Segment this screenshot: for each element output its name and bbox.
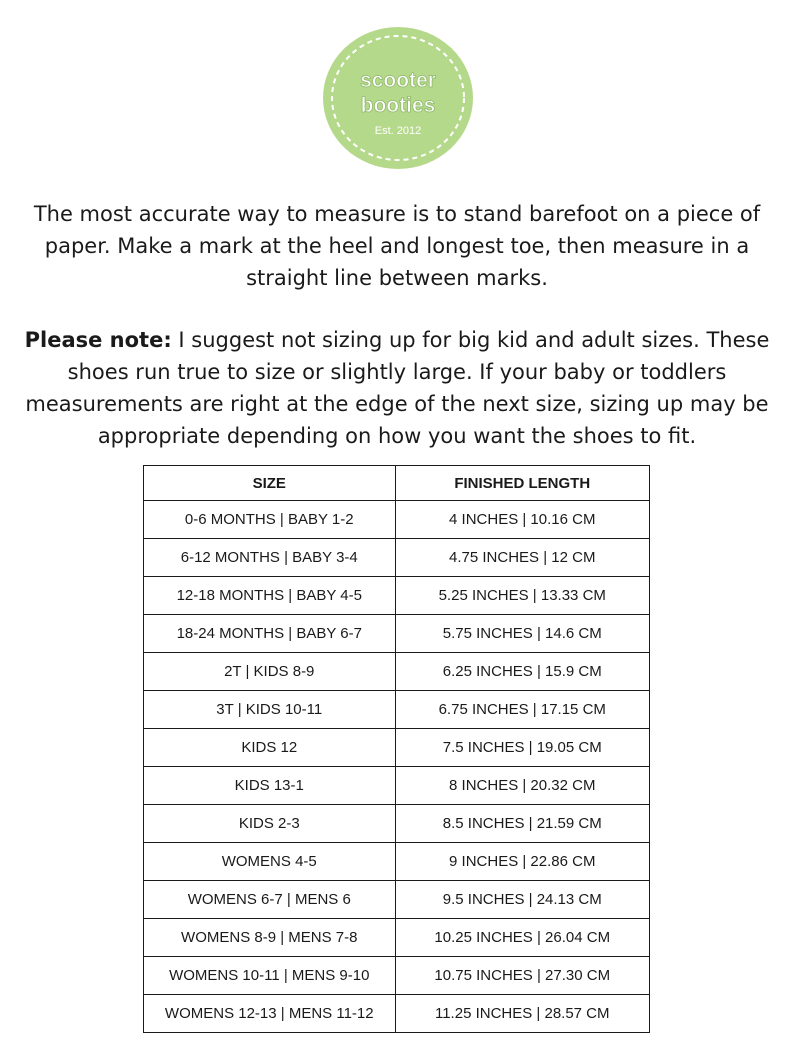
table-header-row	[144, 466, 650, 501]
table-row	[144, 767, 650, 805]
size-column-header: SIZE	[144, 466, 396, 501]
length-cell: 10.25 INCHES | 26.04 CM	[395, 919, 650, 957]
table-row	[144, 995, 650, 1033]
length-column-header: FINISHED LENGTH	[395, 466, 650, 501]
size-cell: WOMENS 4-5	[144, 843, 396, 881]
size-chart-table	[143, 465, 650, 1033]
length-cell: 9 INCHES | 22.86 CM	[395, 843, 650, 881]
table-row	[144, 615, 650, 653]
table-row	[144, 653, 650, 691]
length-cell: 9.5 INCHES | 24.13 CM	[395, 881, 650, 919]
logo-badge-icon	[322, 26, 474, 170]
size-cell: KIDS 12	[144, 729, 396, 767]
size-cell: WOMENS 8-9 | MENS 7-8	[144, 919, 396, 957]
size-cell: KIDS 2-3	[144, 805, 396, 843]
table-row	[144, 919, 650, 957]
size-cell: KIDS 13-1	[144, 767, 396, 805]
size-cell: 0-6 MONTHS | BABY 1-2	[144, 501, 396, 539]
length-cell: 11.25 INCHES | 28.57 CM	[395, 995, 650, 1033]
length-cell: 4 INCHES | 10.16 CM	[395, 501, 650, 539]
logo-line-1: scooter	[360, 69, 436, 92]
length-cell: 5.25 INCHES | 13.33 CM	[395, 577, 650, 615]
table-row	[144, 881, 650, 919]
table-row	[144, 729, 650, 767]
size-cell: 6-12 MONTHS | BABY 3-4	[144, 539, 396, 577]
length-cell: 7.5 INCHES | 19.05 CM	[395, 729, 650, 767]
length-cell: 6.75 INCHES | 17.15 CM	[395, 691, 650, 729]
sizing-note-text: I suggest not sizing up for big kid and adult sizes. These shoes run true to size or slightly large. If your baby or toddlers measurements are right at the edge of the next size, sizing up may be appropriate depending on how you want the shoes to fit.	[25, 328, 770, 448]
size-cell: WOMENS 6-7 | MENS 6	[144, 881, 396, 919]
sizing-note	[20, 324, 774, 452]
size-cell: 12-18 MONTHS | BABY 4-5	[144, 577, 396, 615]
length-cell: 10.75 INCHES | 27.30 CM	[395, 957, 650, 995]
size-cell: WOMENS 10-11 | MENS 9-10	[144, 957, 396, 995]
table-row	[144, 843, 650, 881]
length-cell: 8.5 INCHES | 21.59 CM	[395, 805, 650, 843]
table-row	[144, 501, 650, 539]
sizing-note-label: Please note:	[24, 328, 172, 352]
length-cell: 5.75 INCHES | 14.6 CM	[395, 615, 650, 653]
table-row	[144, 957, 650, 995]
table-row	[144, 577, 650, 615]
logo-line-2: booties	[360, 94, 436, 117]
table-row	[144, 691, 650, 729]
table-row	[144, 805, 650, 843]
length-cell: 8 INCHES | 20.32 CM	[395, 767, 650, 805]
size-cell: 3T | KIDS 10-11	[144, 691, 396, 729]
size-cell: 2T | KIDS 8-9	[144, 653, 396, 691]
length-cell: 6.25 INCHES | 15.9 CM	[395, 653, 650, 691]
brand-logo	[322, 26, 474, 170]
table-row	[144, 539, 650, 577]
length-cell: 4.75 INCHES | 12 CM	[395, 539, 650, 577]
measuring-instructions: The most accurate way to measure is to stand barefoot on a piece of paper. Make a mark at the heel and longest toe, then measure in a straight line between marks.	[33, 202, 761, 290]
logo-line-3: Est. 2012	[374, 125, 422, 137]
size-cell: WOMENS 12-13 | MENS 11-12	[144, 995, 396, 1033]
size-cell: 18-24 MONTHS | BABY 6-7	[144, 615, 396, 653]
